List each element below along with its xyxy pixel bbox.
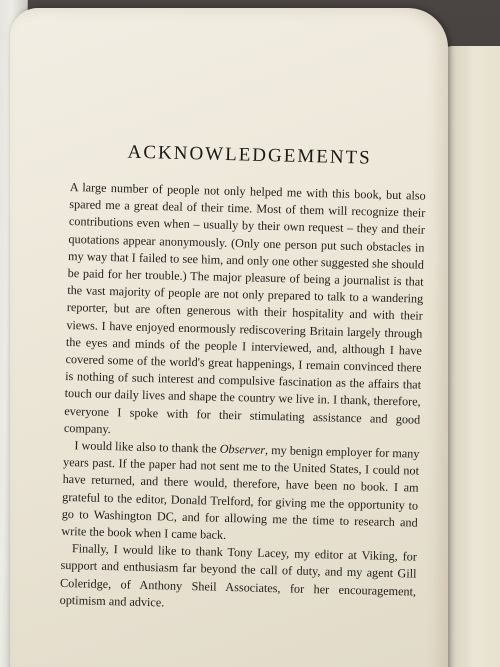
paragraph-2-start: I would like also to thank the bbox=[74, 438, 220, 456]
paragraph-2 bbox=[61, 437, 419, 549]
acknowledgements-body bbox=[59, 179, 425, 618]
page-title: ACKNOWLEDGEMENTS bbox=[127, 141, 372, 169]
paragraph-1: A large number of people not only helped me with this book, but also spared me a great deal of their time. Most of them will recognize their contributions even when – usually by their own request – they and their quotations appear anonymously. (Only one person put such obstacles in my way that I failed to see him, and only one other suggested she should be paid for her trouble.) The major pleasure of being a journalist is that the vast majority of people are not only prepared to talk to a wandering reporter, but are often generous with their hospitality and with their views. I have enjoyed enormously rediscovering Britain largely through the eyes and minds of the people I interviewed, and, although I have covered some of the world's great happenings, I remain convinced there is nothing of such interest and compulsive fascination as the affairs that touch our daily lives and shape the country we live in. I thank, therefore, everyone I spoke with for their stimulating assistance and good company. bbox=[63, 179, 426, 436]
right-page-edge bbox=[442, 46, 500, 667]
newspaper-name: Observer bbox=[219, 441, 266, 457]
paragraph-3: Finally, I would like to thank Tony Lacey, my editor at Viking, for support and enthusiasm far beyond the call of duty, and my agent Gill Coleridge, of Anthony Sheil Associates, for her encouragement, optimism and advice. bbox=[59, 541, 418, 610]
paragraph-2-rest: , my benign employer for many years past. If the paper had not sent me to the United States, I could not have returned, and there would, therefore, have been no book. I am grateful to the editor, Donald Trelford, for giving me the opportunity to go to Washington DC, and for allowing me the time to research and write the book when I came back. bbox=[61, 442, 420, 542]
